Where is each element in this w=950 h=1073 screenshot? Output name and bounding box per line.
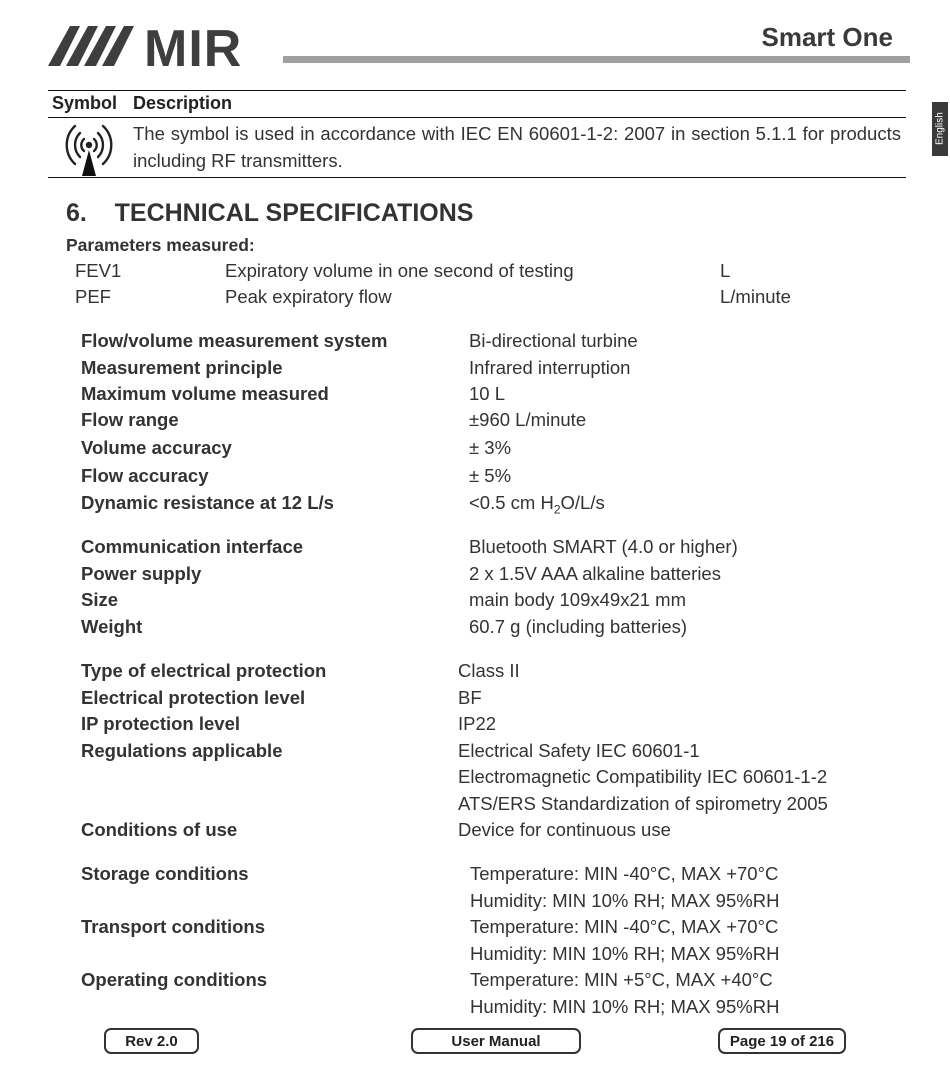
spec-label: IP protection level: [81, 713, 241, 734]
spec-value: Class II: [458, 660, 520, 681]
spec-label: Electrical protection level: [81, 687, 306, 708]
spec-label: Measurement principle: [81, 357, 283, 378]
spec-value: Bluetooth SMART (4.0 or higher): [469, 536, 738, 557]
spec-value: 10 L: [469, 383, 506, 404]
spec-value: Temperature: MIN -40°C, MAX +70°C: [470, 863, 779, 884]
spec-label: Size: [81, 589, 119, 610]
spec-label: Flow range: [81, 409, 179, 430]
col-header-description: Description: [133, 93, 233, 113]
spec-label: Regulations applicable: [81, 740, 283, 761]
spec-value: Infrared interruption: [469, 357, 631, 378]
spec-value-subscript: 2: [553, 502, 561, 517]
spec-value: 2 x 1.5V AAA alkaline batteries: [469, 563, 721, 584]
param-code: PEF: [75, 286, 111, 307]
param-description: Expiratory volume in one second of testing: [225, 260, 574, 281]
spec-label: Flow accuracy: [81, 465, 209, 486]
symbol-description: The symbol is used in accordance with IEC EN 60601-1-2: 2007 in section 5.1.1 for products including RF transmitters.: [133, 123, 901, 171]
spec-value: Electromagnetic Compatibility IEC 60601-1-2: [458, 766, 828, 787]
spec-label: Flow/volume measurement system: [81, 330, 388, 351]
spec-value: Humidity: MIN 10% RH; MAX 95%RH: [470, 996, 780, 1017]
spec-value: Device for continuous use: [458, 819, 671, 840]
spec-value-main: <0.5 cm H: [469, 492, 554, 513]
spec-value: Temperature: MIN -40°C, MAX +70°C: [470, 916, 779, 937]
spec-label: Maximum volume measured: [81, 383, 329, 404]
spec-value: ± 3%: [469, 437, 512, 458]
spec-label: Type of electrical protection: [81, 660, 327, 681]
spec-label: Storage conditions: [81, 863, 249, 884]
spec-label: Weight: [81, 616, 143, 637]
page-number-badge: Page 19 of 216: [718, 1028, 846, 1054]
spec-label: Operating conditions: [81, 969, 268, 990]
spec-value: 60.7 g (including batteries): [469, 616, 688, 637]
header-rule: [283, 56, 910, 63]
manual-badge: User Manual: [411, 1028, 581, 1054]
spec-value: ± 5%: [469, 465, 512, 486]
parameters-title: Parameters measured:: [66, 235, 255, 255]
spec-label: Conditions of use: [81, 819, 238, 840]
spec-value: BF: [458, 687, 482, 708]
spec-value-suffix: O/L/s: [560, 492, 605, 513]
mir-logo: [48, 18, 283, 68]
param-unit: L: [720, 260, 731, 281]
spec-value: ±960 L/minute: [469, 409, 587, 430]
spec-label: Volume accuracy: [81, 437, 232, 458]
spec-label: Transport conditions: [81, 916, 265, 937]
rf-transmitter-icon: [55, 120, 123, 178]
logo-text: MIR: [144, 20, 243, 68]
param-unit: L/minute: [720, 286, 791, 307]
spec-value: Humidity: MIN 10% RH; MAX 95%RH: [470, 943, 780, 964]
spec-label: Communication interface: [81, 536, 304, 557]
table-header-rule: [48, 117, 906, 118]
spec-label: Dynamic resistance at 12 L/s: [81, 492, 334, 513]
spec-value: ATS/ERS Standardization of spirometry 2005: [458, 793, 828, 814]
param-code: FEV1: [75, 260, 122, 281]
param-description: Peak expiratory flow: [225, 286, 392, 307]
spec-value: Electrical Safety IEC 60601-1: [458, 740, 700, 761]
spec-value: Temperature: MIN +5°C, MAX +40°C: [470, 969, 773, 990]
revision-badge: Rev 2.0: [104, 1028, 199, 1054]
table-top-rule: [48, 90, 906, 91]
spec-value: main body 109x49x21 mm: [469, 589, 686, 610]
col-header-symbol: Symbol: [52, 93, 118, 113]
product-name: Smart One: [761, 22, 893, 52]
section-title: 6. TECHNICAL SPECIFICATIONS: [66, 199, 474, 227]
spec-value: [469, 492, 605, 517]
spec-value: Bi-directional turbine: [469, 330, 638, 351]
spec-value: IP22: [458, 713, 497, 734]
spec-value: Humidity: MIN 10% RH; MAX 95%RH: [470, 890, 780, 911]
spec-label: Power supply: [81, 563, 202, 584]
table-bottom-rule: [48, 177, 906, 178]
language-tab[interactable]: English: [932, 102, 948, 156]
